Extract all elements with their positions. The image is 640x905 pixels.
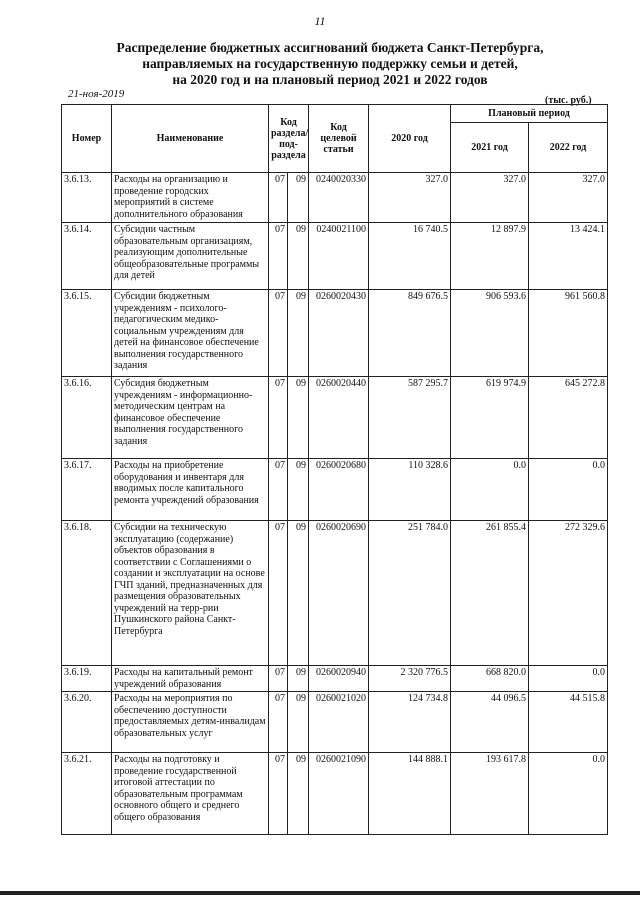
row-name: Расходы на подготовку и проведение государственной итоговой аттестации по образовательным программам основного общего и среднего общего образования (112, 753, 269, 835)
header-planned-period: Плановый период (451, 105, 608, 123)
row-value-2020: 327.0 (369, 173, 451, 223)
row-value-2020: 2 320 776.5 (369, 666, 451, 692)
row-target-code: 0260021020 (309, 692, 369, 753)
row-razdel: 07 (269, 173, 288, 223)
row-name: Расходы на мероприятия по обеспечению доступности предоставляемых детям-инвалидам образовательных услуг (112, 692, 269, 753)
row-razdel: 07 (269, 377, 288, 459)
header-2022: 2022 год (529, 123, 608, 173)
header-section-code: Код раздела/ под-раздела (269, 105, 309, 173)
row-value-2021: 668 820.0 (451, 666, 529, 692)
row-razdel: 07 (269, 692, 288, 753)
row-value-2022: 0.0 (529, 753, 608, 835)
row-number: 3.6.15. (62, 290, 112, 377)
header-2021: 2021 год (451, 123, 529, 173)
row-value-2022: 0.0 (529, 666, 608, 692)
row-value-2021: 44 096.5 (451, 692, 529, 753)
row-value-2021: 261 855.4 (451, 521, 529, 666)
row-podrazdel: 09 (288, 753, 309, 835)
table-row (62, 173, 608, 223)
row-value-2022: 645 272.8 (529, 377, 608, 459)
row-value-2022: 327.0 (529, 173, 608, 223)
row-name: Субсидии бюджетным учреждениям - психолого-педагогическим медико-социальным учреждениям для детей на финансовое обеспечение выполнения государственного задания (112, 290, 269, 377)
table-row (62, 666, 608, 692)
units-label: (тыс. руб.) (545, 95, 592, 106)
header-number: Номер (62, 105, 112, 173)
row-target-code: 0260020440 (309, 377, 369, 459)
header-target-code: Код целевой статьи (309, 105, 369, 173)
table-row (62, 377, 608, 459)
row-podrazdel: 09 (288, 377, 309, 459)
title-line: Распределение бюджетных ассигнований бюджета Санкт-Петербурга, (116, 40, 544, 55)
budget-table (61, 104, 608, 835)
row-value-2021: 619 974.9 (451, 377, 529, 459)
row-value-2022: 44 515.8 (529, 692, 608, 753)
row-podrazdel: 09 (288, 521, 309, 666)
row-number: 3.6.21. (62, 753, 112, 835)
page-number: 11 (314, 14, 326, 28)
row-name: Расходы на организацию и проведение городских мероприятий в системе дополнительного образования (112, 173, 269, 223)
row-podrazdel: 09 (288, 666, 309, 692)
row-razdel: 07 (269, 459, 288, 521)
header-name: Наименование (112, 105, 269, 173)
table-row (62, 753, 608, 835)
row-value-2021: 327.0 (451, 173, 529, 223)
row-razdel: 07 (269, 521, 288, 666)
row-razdel: 07 (269, 290, 288, 377)
header-2020: 2020 год (369, 105, 451, 173)
row-target-code: 0260020680 (309, 459, 369, 521)
row-value-2020: 587 295.7 (369, 377, 451, 459)
table-row (62, 223, 608, 290)
row-razdel: 07 (269, 223, 288, 290)
row-podrazdel: 09 (288, 173, 309, 223)
row-target-code: 0260020940 (309, 666, 369, 692)
row-target-code: 0260020430 (309, 290, 369, 377)
row-razdel: 07 (269, 666, 288, 692)
row-value-2020: 110 328.6 (369, 459, 451, 521)
row-number: 3.6.16. (62, 377, 112, 459)
page-bottom-edge (0, 891, 640, 895)
row-podrazdel: 09 (288, 290, 309, 377)
row-name: Расходы на приобретение оборудования и инвентаря для вводимых после капитального ремонта учреждений образования (112, 459, 269, 521)
document-title (60, 40, 600, 88)
table-row (62, 290, 608, 377)
table-row (62, 692, 608, 753)
row-target-code: 0260020690 (309, 521, 369, 666)
row-value-2022: 13 424.1 (529, 223, 608, 290)
row-value-2020: 251 784.0 (369, 521, 451, 666)
row-value-2021: 193 617.8 (451, 753, 529, 835)
document-date: 21-ноя-2019 (68, 88, 125, 100)
row-podrazdel: 09 (288, 459, 309, 521)
row-podrazdel: 09 (288, 223, 309, 290)
row-name: Расходы на капитальный ремонт учреждений образования (112, 666, 269, 692)
row-number: 3.6.19. (62, 666, 112, 692)
row-name: Субсидии частным образовательным организациям, реализующим дополнительные общеобразовательные программы для детей (112, 223, 269, 290)
row-razdel: 07 (269, 753, 288, 835)
row-target-code: 0260021090 (309, 753, 369, 835)
row-number: 3.6.18. (62, 521, 112, 666)
row-value-2020: 124 734.8 (369, 692, 451, 753)
row-name: Субсидии на техническую эксплуатацию (содержание) объектов образования в соответствии с Соглашениями о создании и эксплуатации на основе ГЧП зданий, предназначенных для размещения образовательных учреждений на терр-рии Пушкинского района Санкт-Петербурга (112, 521, 269, 666)
row-number: 3.6.14. (62, 223, 112, 290)
row-value-2021: 906 593.6 (451, 290, 529, 377)
row-value-2020: 144 888.1 (369, 753, 451, 835)
row-podrazdel: 09 (288, 692, 309, 753)
row-number: 3.6.20. (62, 692, 112, 753)
row-value-2020: 849 676.5 (369, 290, 451, 377)
title-line: направляемых на государственную поддержку семьи и детей, (142, 56, 518, 71)
row-value-2020: 16 740.5 (369, 223, 451, 290)
row-value-2022: 0.0 (529, 459, 608, 521)
row-value-2022: 961 560.8 (529, 290, 608, 377)
table-row (62, 459, 608, 521)
title-line: на 2020 год и на плановый период 2021 и 2022 годов (172, 72, 488, 87)
row-value-2021: 0.0 (451, 459, 529, 521)
row-name: Субсидия бюджетным учреждениям - информационно-методическим центрам на финансовое обеспечение выполнения государственного задания (112, 377, 269, 459)
row-number: 3.6.13. (62, 173, 112, 223)
row-target-code: 0240020330 (309, 173, 369, 223)
row-value-2021: 12 897.9 (451, 223, 529, 290)
row-number: 3.6.17. (62, 459, 112, 521)
row-value-2022: 272 329.6 (529, 521, 608, 666)
row-target-code: 0240021100 (309, 223, 369, 290)
table-row (62, 521, 608, 666)
